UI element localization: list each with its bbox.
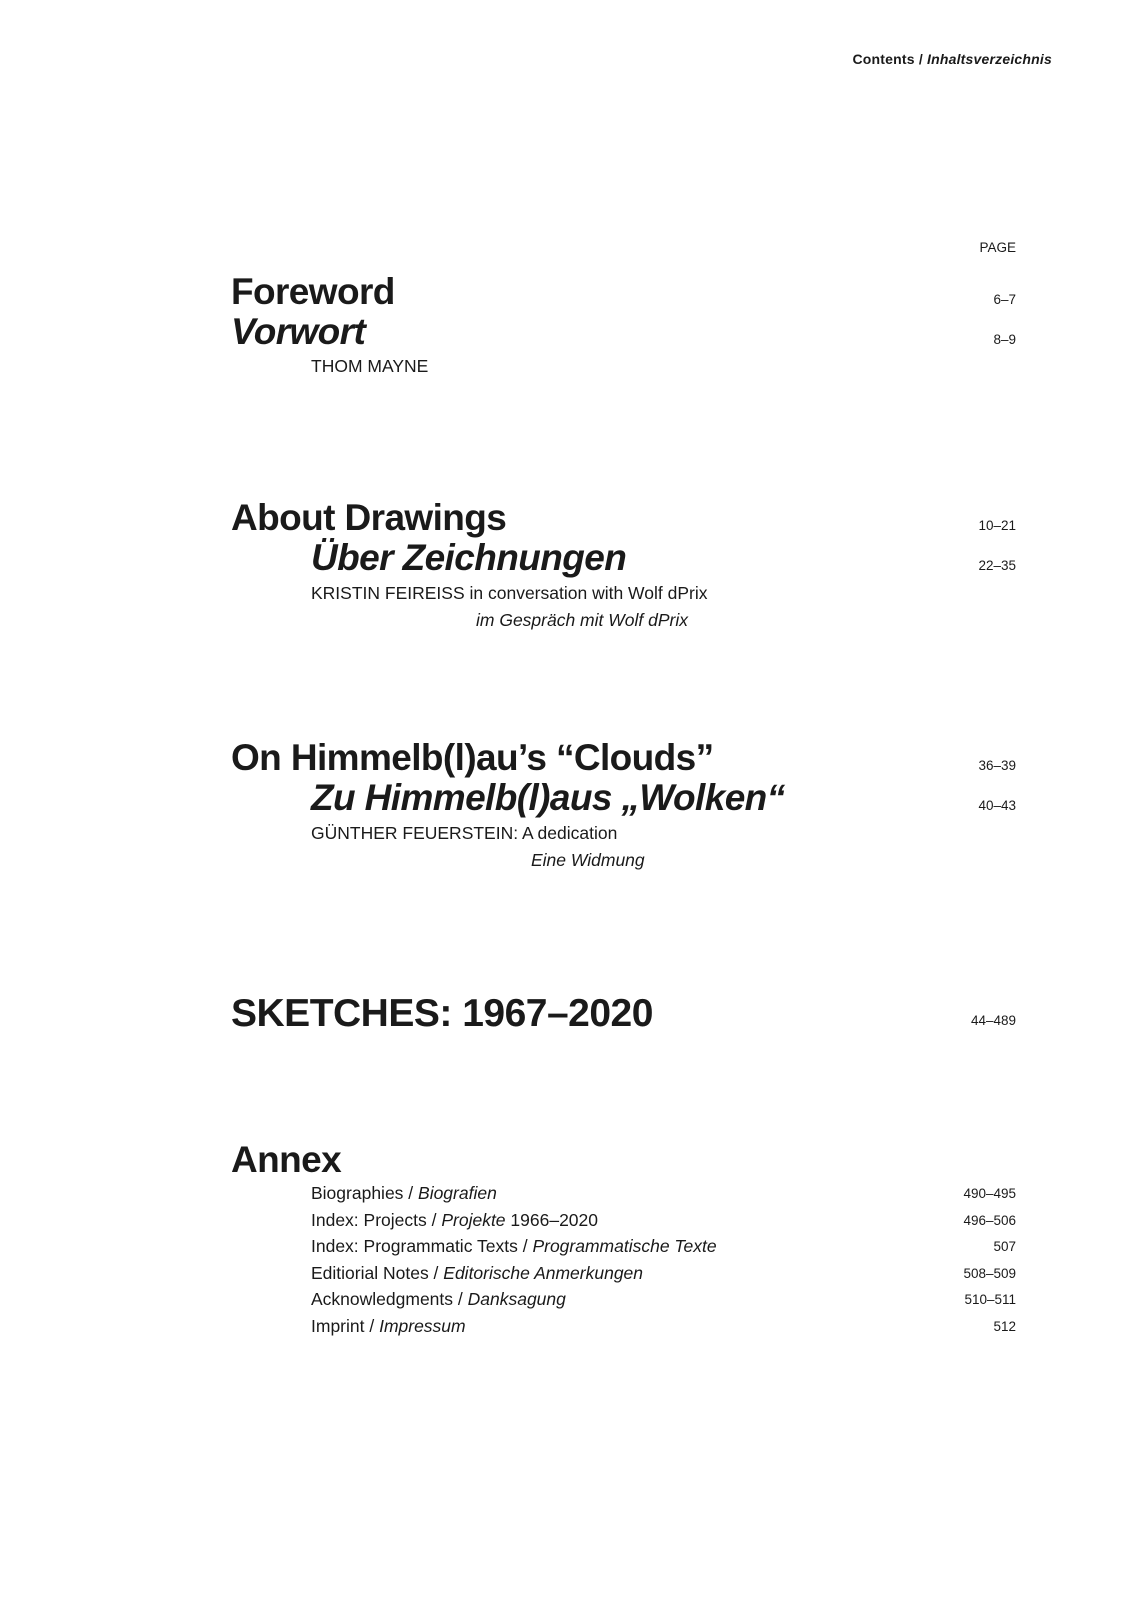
about-drawings-title-de[interactable]: Über Zeichnungen: [311, 537, 627, 578]
about-drawings-title-en[interactable]: About Drawings: [231, 497, 507, 538]
foreword-pages-en: 6–7: [993, 292, 1016, 307]
page-column-label: PAGE: [979, 240, 1016, 255]
annex-item[interactable]: [311, 1236, 717, 1257]
annex-item-label-en: Index: Projects /: [311, 1209, 442, 1230]
foreword-pages-de: 8–9: [993, 332, 1016, 347]
annex-item-label-en: Index: Programmatic Texts /: [311, 1236, 533, 1257]
annex-item[interactable]: [311, 1316, 466, 1337]
clouds-pages-en: 36–39: [978, 758, 1016, 773]
annex-item-pages: 510–511: [964, 1292, 1016, 1308]
annex-item-pages: 507: [993, 1239, 1016, 1255]
about-drawings-pages-en: 10–21: [978, 518, 1016, 533]
annex-item[interactable]: [311, 1183, 497, 1204]
sketches-pages: 44–489: [970, 1013, 1016, 1028]
annex-title[interactable]: Annex: [231, 1139, 342, 1180]
clouds-pages-de: 40–43: [978, 798, 1016, 813]
annex-item-label-en: Editiorial Notes /: [311, 1262, 444, 1283]
clouds-author-de: Eine Widmung: [531, 850, 645, 870]
foreword-title-en[interactable]: Foreword: [231, 271, 395, 312]
annex-item[interactable]: [311, 1289, 566, 1310]
annex-item[interactable]: [311, 1210, 598, 1231]
running-head-en: Contents: [852, 51, 915, 67]
annex-item[interactable]: [311, 1263, 643, 1284]
about-drawings-pages-de: 22–35: [978, 558, 1016, 573]
running-head-separator: /: [918, 51, 923, 67]
about-drawings-author-en: KRISTIN FEIREISS in conversation with Wolf dPrix: [311, 583, 708, 603]
annex-item-label-de: Impressum: [379, 1316, 466, 1336]
annex-item-label-tail: 1966–2020: [505, 1209, 599, 1230]
annex-item-label-de: Editorische Anmerkungen: [443, 1262, 644, 1283]
running-head: [852, 51, 1052, 67]
about-drawings-author-de: im Gespräch mit Wolf dPrix: [476, 610, 688, 630]
sketches-title[interactable]: SKETCHES: 1967–2020: [231, 992, 653, 1035]
annex-item-label-en: Biographies /: [311, 1183, 419, 1203]
annex-item-label-de: Danksagung: [467, 1289, 566, 1310]
clouds-author-en: GÜNTHER FEUERSTEIN: A dedication: [311, 823, 618, 843]
annex-item-label-de: Projekte: [441, 1209, 506, 1230]
annex-item-pages: 512: [993, 1319, 1016, 1334]
foreword-title-de[interactable]: Vorwort: [231, 311, 366, 352]
annex-item-label-de: Biografien: [418, 1183, 497, 1203]
annex-item-label-en: Imprint /: [311, 1316, 380, 1336]
clouds-title-en[interactable]: On Himmelb(l)au’s “Clouds”: [231, 737, 714, 778]
foreword-author: THOM MAYNE: [311, 356, 429, 376]
annex-item-label-en: Acknowledgments /: [311, 1289, 468, 1310]
annex-item-pages: 508–509: [963, 1265, 1016, 1281]
running-head-de: Inhaltsverzeichnis: [927, 51, 1052, 67]
annex-item-pages: 496–506: [963, 1212, 1016, 1228]
annex-item-label-de: Programmatische Texte: [532, 1236, 717, 1257]
annex-item-pages: 490–495: [963, 1186, 1016, 1201]
clouds-title-de[interactable]: Zu Himmelb(l)aus „Wolken“: [311, 777, 785, 818]
